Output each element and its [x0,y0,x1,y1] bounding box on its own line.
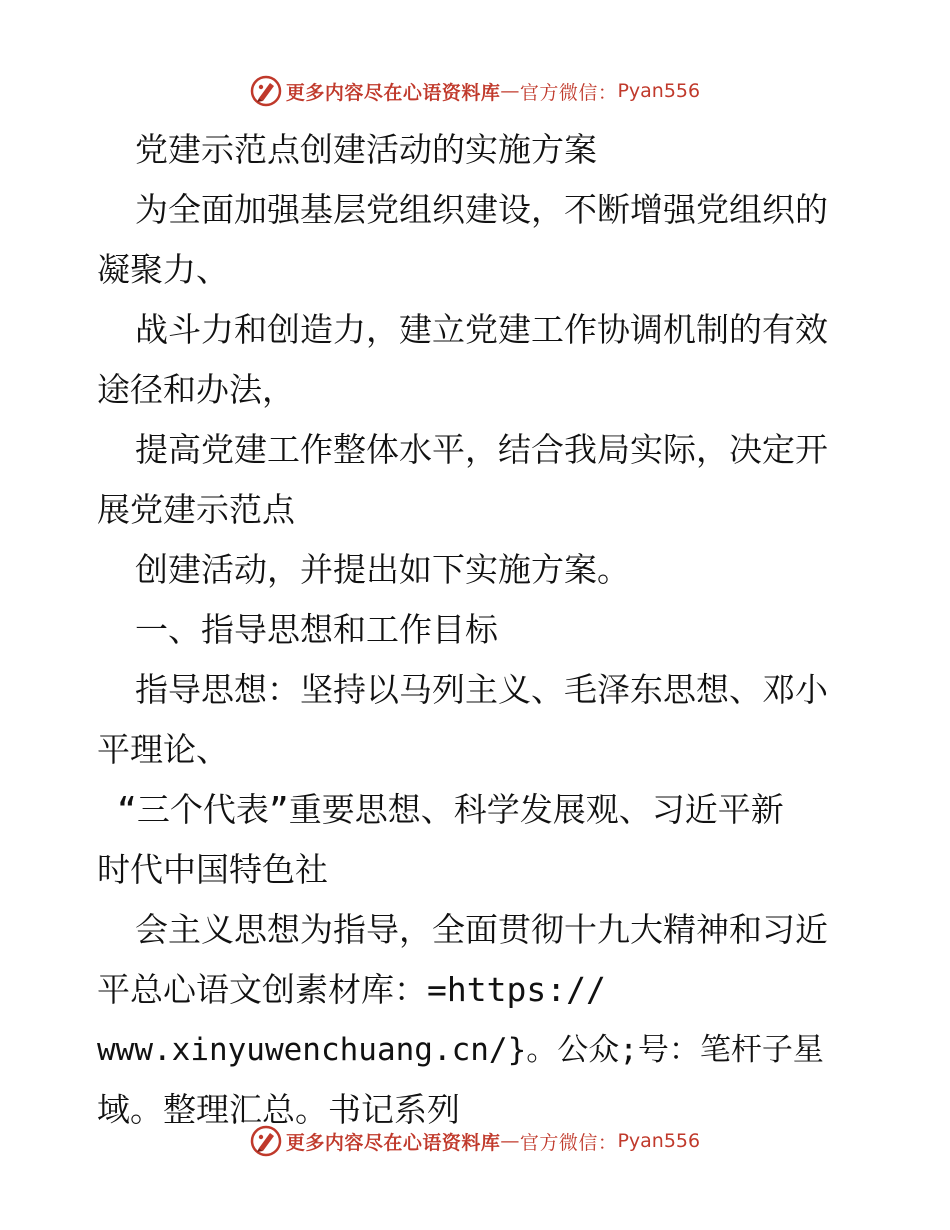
paragraph-line: 提高党建工作整体水平，结合我局实际，决定开 [135,430,828,469]
paragraph-line: 平理论、 [97,730,229,769]
footer-watermark [0,1124,950,1158]
watermark-text: 更多内容尽在心语资料库 [285,81,501,104]
watermark-wechat-id: Pyan556 [617,1130,701,1152]
paragraph-line: 为全面加强基层党组织建设，不断增强党组织的 [135,190,828,229]
paragraph-line: 途径和办法， [97,370,295,409]
watermark-separator: — [500,1130,520,1152]
paragraph-line: 凝聚力、 [97,250,229,289]
watermark-wechat-label: 官方微信： [519,1131,618,1154]
paragraph-line: 域。整理汇总。书记系列 [97,1090,460,1129]
pen-logo-icon [250,1125,282,1157]
watermark-wechat-label: 官方微信： [519,81,618,104]
paragraph-line: 平总心语文创素材库：=https:// [97,970,606,1009]
paragraph-line: 创建活动，并提出如下实施方案。 [135,550,630,589]
document-title: 党建示范点创建活动的实施方案 [135,130,597,169]
header-watermark [0,74,950,108]
paragraph-line: 战斗力和创造力，建立党建工作协调机制的有效 [135,310,828,349]
section-heading: 一、指导思想和工作目标 [135,610,498,649]
paragraph-line: 会主义思想为指导，全面贯彻十九大精神和习近 [135,910,828,949]
paragraph-line: www.xinyuwenchuang.cn/}。公众;号：笔杆子星 [97,1032,824,1068]
document-body [97,120,857,1140]
watermark-text: 更多内容尽在心语资料库 [285,1131,501,1154]
paragraph-line: 指导思想：坚持以马列主义、毛泽东思想、邓小 [135,670,828,709]
paragraph-line: “三个代表”重要思想、科学发展观、习近平新 [117,790,784,829]
watermark-separator: — [500,80,520,102]
pen-logo-icon [250,75,282,107]
watermark-wechat-id: Pyan556 [617,80,701,102]
paragraph-line: 展党建示范点 [97,490,295,529]
paragraph-line: 时代中国特色社 [97,850,328,889]
